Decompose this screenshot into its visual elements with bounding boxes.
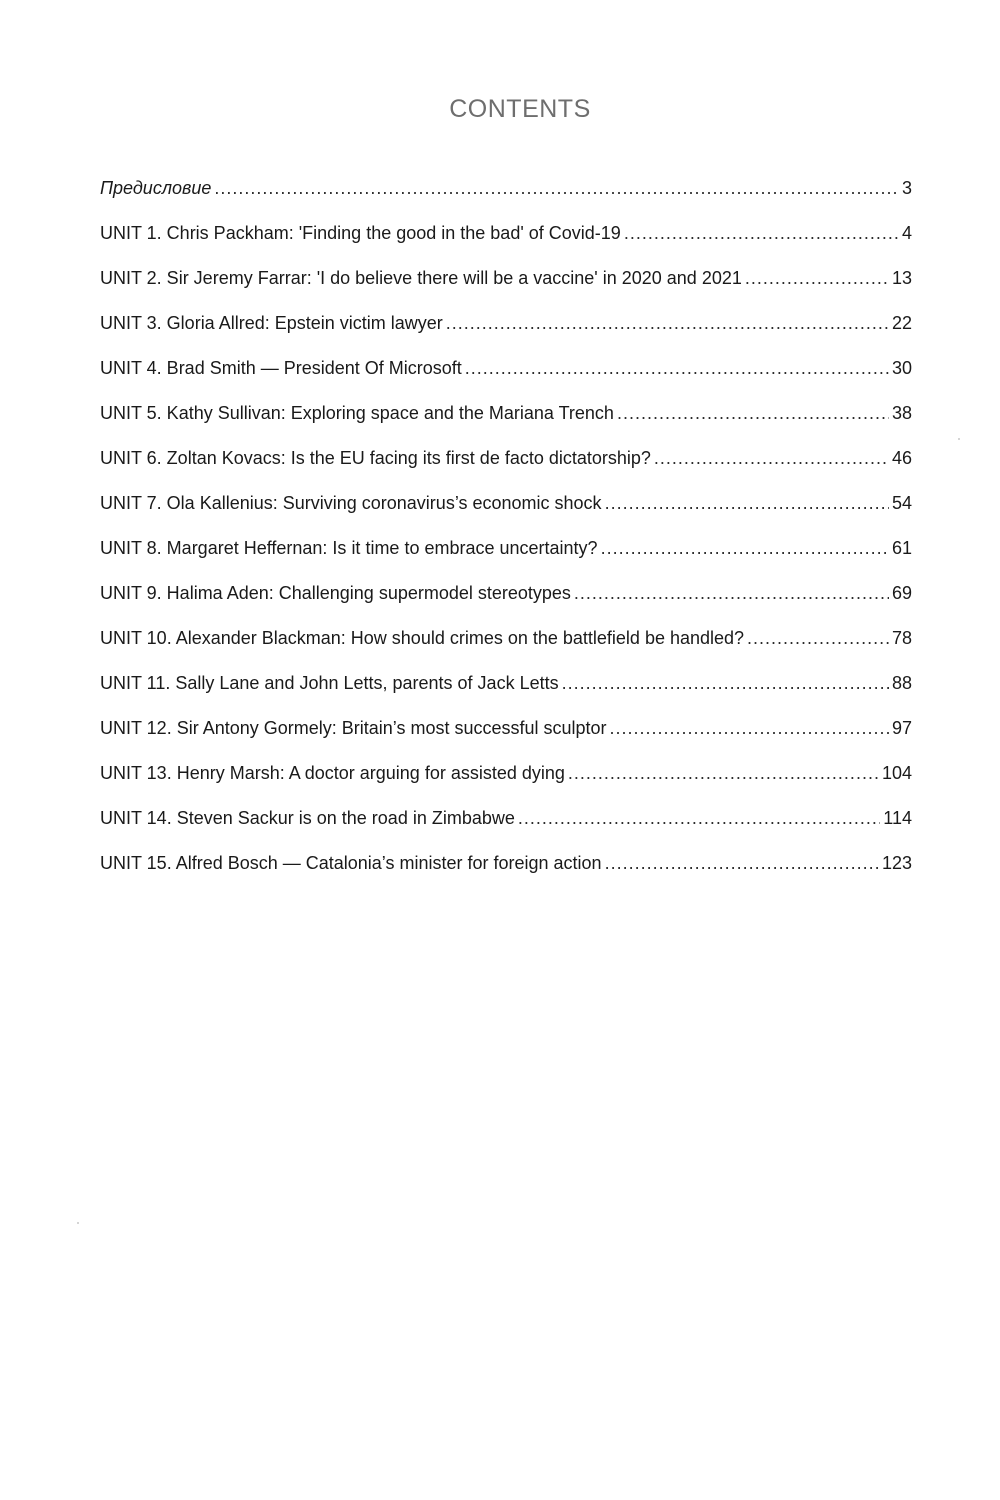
toc-entry-page-number: 88 xyxy=(891,673,912,693)
scan-speck xyxy=(958,438,960,440)
toc-entry-title: UNIT 4. Brad Smith — President Of Microsoft xyxy=(100,358,462,378)
toc-entry-page-number: 30 xyxy=(891,358,912,378)
toc-entry-page-number: 46 xyxy=(891,448,912,468)
dot-leader xyxy=(574,577,889,609)
toc-entry-page-number: 69 xyxy=(891,583,912,603)
toc-entry-page-number: 114 xyxy=(883,808,912,828)
dot-leader xyxy=(617,397,889,429)
toc-entry-title: UNIT 11. Sally Lane and John Letts, parents of Jack Letts xyxy=(100,673,559,693)
toc-entry-title: UNIT 7. Ola Kallenius: Surviving coronavirus’s economic shock xyxy=(100,493,602,513)
toc-entry[interactable] xyxy=(100,847,912,892)
toc-entry-title: UNIT 3. Gloria Allred: Epstein victim lawyer xyxy=(100,313,443,333)
dot-leader xyxy=(518,802,880,834)
toc-entry-page-number: 3 xyxy=(901,178,912,198)
toc-entry-page-number: 61 xyxy=(891,538,912,558)
toc-entry-title: UNIT 1. Chris Packham: 'Finding the good in the bad' of Covid-19 xyxy=(100,223,621,243)
toc-entry-title: UNIT 15. Alfred Bosch — Catalonia’s minister for foreign action xyxy=(100,853,602,873)
toc-entry[interactable] xyxy=(100,487,912,532)
toc-entry[interactable] xyxy=(100,802,912,847)
toc-entry[interactable] xyxy=(100,307,912,352)
dot-leader xyxy=(624,217,899,249)
dot-leader xyxy=(605,487,889,519)
toc-entry-page-number: 38 xyxy=(891,403,912,423)
dot-leader xyxy=(562,667,889,699)
toc-entry[interactable] xyxy=(100,442,912,487)
toc-entry[interactable] xyxy=(100,667,912,712)
toc-entry-title: UNIT 8. Margaret Heffernan: Is it time to embrace uncertainty? xyxy=(100,538,598,558)
dot-leader xyxy=(605,847,879,879)
toc-entry-page-number: 123 xyxy=(881,853,912,873)
toc-entry[interactable] xyxy=(100,622,912,667)
dot-leader xyxy=(745,262,889,294)
toc-entry-title: UNIT 13. Henry Marsh: A doctor arguing for assisted dying xyxy=(100,763,565,783)
dot-leader xyxy=(214,172,899,204)
toc-entry-page-number: 4 xyxy=(901,223,912,243)
toc-entry-page-number: 22 xyxy=(891,313,912,333)
toc-entry[interactable] xyxy=(100,352,912,397)
toc-entry-title: UNIT 9. Halima Aden: Challenging supermodel stereotypes xyxy=(100,583,571,603)
toc-entry[interactable] xyxy=(100,712,912,757)
toc-entry[interactable] xyxy=(100,217,912,262)
dot-leader xyxy=(610,712,889,744)
toc-entry[interactable] xyxy=(100,397,912,442)
toc-entry-title: Предисловие xyxy=(100,178,212,198)
toc-entry[interactable] xyxy=(100,532,912,577)
toc-entry-title: UNIT 14. Steven Sackur is on the road in Zimbabwe xyxy=(100,808,515,828)
toc-entry-title: UNIT 10. Alexander Blackman: How should crimes on the battlefield be handled? xyxy=(100,628,745,648)
dot-leader xyxy=(601,532,889,564)
toc-entry[interactable] xyxy=(100,577,912,622)
scan-speck xyxy=(77,1222,79,1224)
toc-entry[interactable] xyxy=(100,172,912,217)
toc-entry-page-number: 13 xyxy=(891,268,912,288)
dot-leader xyxy=(568,757,879,789)
toc-entry-title: UNIT 6. Zoltan Kovacs: Is the EU facing its first de facto dictatorship? xyxy=(100,448,651,468)
toc-entry[interactable] xyxy=(100,262,912,307)
toc-entry-title: UNIT 2. Sir Jeremy Farrar: 'I do believe there will be a vaccine' in 2020 and 2021 xyxy=(100,268,742,288)
toc-entry-title: UNIT 5. Kathy Sullivan: Exploring space and the Mariana Trench xyxy=(100,403,614,423)
dot-leader xyxy=(446,307,889,339)
dot-leader xyxy=(654,442,889,474)
dot-leader xyxy=(747,622,889,654)
toc-entry-title: UNIT 12. Sir Antony Gormely: Britain’s most successful sculptor xyxy=(100,718,607,738)
toc-entry[interactable] xyxy=(100,757,912,802)
toc-entry-page-number: 78 xyxy=(891,628,912,648)
toc-entry-page-number: 104 xyxy=(881,763,912,783)
toc-entry-page-number: 54 xyxy=(891,493,912,513)
dot-leader xyxy=(465,352,889,384)
table-of-contents xyxy=(100,172,912,892)
toc-entry-page-number: 97 xyxy=(891,718,912,738)
page-title: CONTENTS xyxy=(449,94,591,123)
